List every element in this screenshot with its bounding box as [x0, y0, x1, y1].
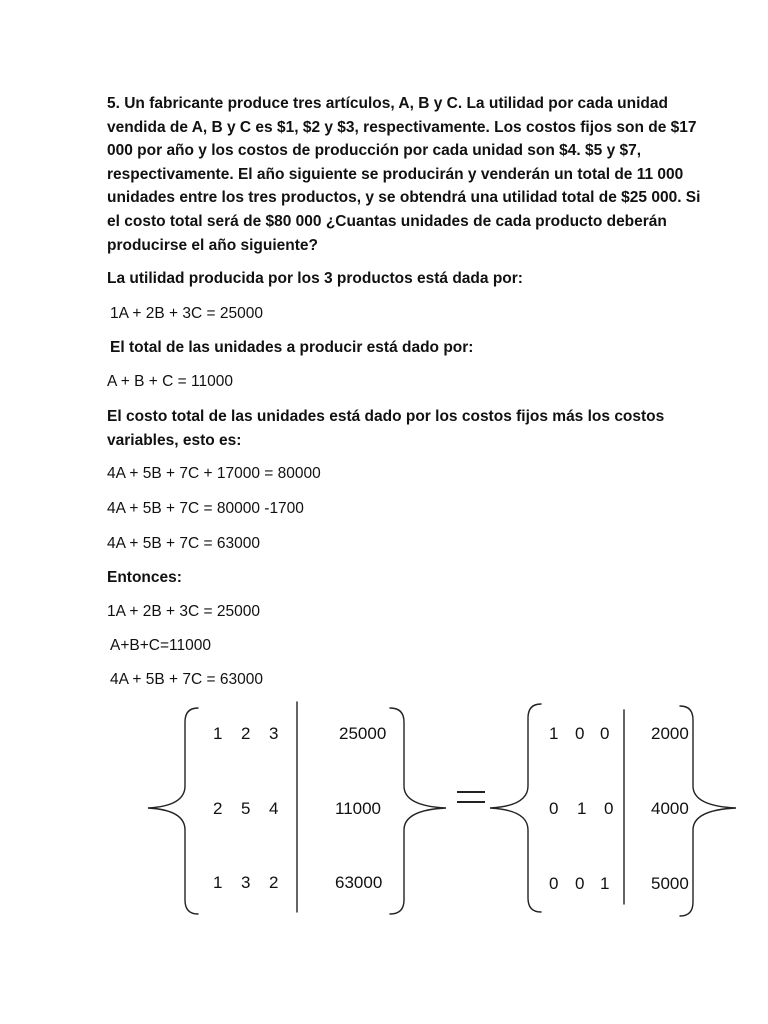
entonces-label: Entonces: [107, 569, 182, 586]
matrix-cell: 1 [213, 724, 223, 743]
matrix-cell: 1 [577, 799, 587, 818]
equals-sign [457, 791, 485, 805]
left-matrix-open-brace [148, 708, 198, 914]
equation-costo-final: 4A + 5B + 7C = 63000 [107, 535, 260, 552]
system-eq1: 1A + 2B + 3C = 25000 [107, 603, 260, 620]
matrix-cell: 0 [575, 874, 585, 893]
left-matrix-close-brace [390, 708, 446, 914]
matrix-cell: 1 [549, 724, 559, 743]
matrix-cell: 0 [549, 874, 559, 893]
right-matrix-open-brace [490, 704, 541, 912]
matrix-rhs: 25000 [339, 724, 387, 743]
unidades-intro: El total de las unidades a producir está dado por: [110, 339, 474, 356]
matrix-cell: 3 [241, 873, 251, 892]
matrix-rhs: 11000 [335, 799, 382, 818]
equation-costo-total: 4A + 5B + 7C + 17000 = 80000 [107, 465, 321, 482]
matrix-cell: 0 [600, 724, 610, 743]
costo-intro: El costo total de las unidades está dado por los costos fijos más los costos variables, esto es: [107, 408, 665, 449]
matrix-cell: 4 [269, 799, 279, 818]
equation-unidades: A + B + C = 11000 [107, 373, 233, 390]
matrix-rhs: 5000 [651, 874, 689, 893]
system-eq3: 4A + 5B + 7C = 63000 [110, 671, 263, 688]
utilidad-intro: La utilidad producida por los 3 productos está dada por: [107, 270, 523, 287]
matrix-rhs: 4000 [651, 799, 689, 818]
matrix-cell: 2 [213, 799, 223, 818]
equation-utilidad: 1A + 2B + 3C = 25000 [110, 305, 263, 322]
matrix-rhs: 2000 [651, 724, 689, 743]
problem-statement: 5. Un fabricante produce tres artículos, A, B y C. La utilidad por cada unidad vendida de A, B y C es $1, $2 y $3, respectivamente. Los costos fijos son de $17 000 por año y los costos de producción por cada unidad son $4. $5 y $7, respectivamente. El año siguiente se producirán y venderán un total de 11 000 unidades entre los tres productos, y se obtendrá una utilidad total de $25 000. Si el costo total será de $80 000 ¿Cuantas unidades de cada producto deberán producirse el año siguiente? [107, 95, 701, 254]
equation-costo-resta: 4A + 5B + 7C = 80000 -1700 [107, 500, 304, 517]
matrix-rhs: 63000 [335, 873, 383, 892]
matrix-cell: 0 [549, 799, 559, 818]
matrix-cell: 3 [269, 724, 279, 743]
matrix-cell: 1 [213, 873, 223, 892]
matrix-cell: 5 [241, 799, 251, 818]
matrix-cell: 0 [575, 724, 585, 743]
matrix-cell: 2 [241, 724, 251, 743]
matrix-cell: 0 [604, 799, 614, 818]
matrix-cell: 2 [269, 873, 279, 892]
matrix-cell: 1 [600, 874, 610, 893]
system-eq2: A+B+C=11000 [110, 637, 211, 654]
